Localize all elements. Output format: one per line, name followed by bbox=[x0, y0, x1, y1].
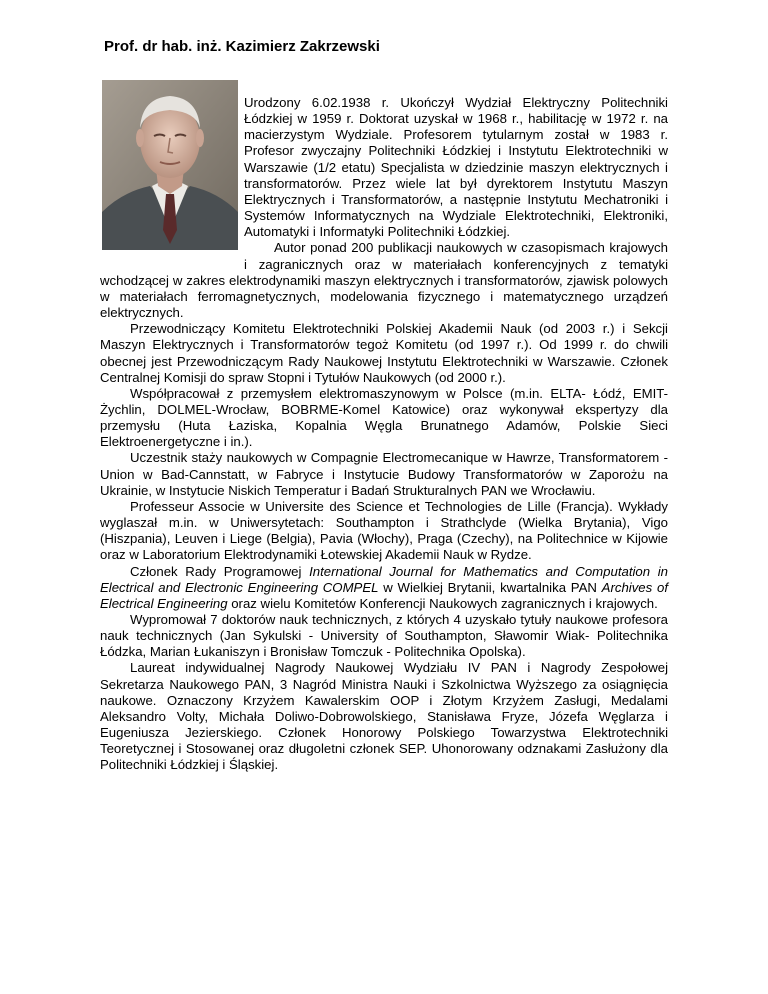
photo-spacer bbox=[100, 95, 244, 258]
bio-p7-text-b: w Wielkiej Brytanii, kwartalnika PAN bbox=[378, 579, 602, 595]
journal-compel: International Journal for Mathematics and Computation in Electrical and Electronic Engineering COMPEL bbox=[100, 563, 668, 595]
bio-paragraph-9: Laureat indywidualnej Nagrody Naukowej Wydziału IV PAN i Nagrody Zespołowej Sekretarza Naukowego PAN, 3 Nagród Ministra Nauki i Szkolnictwa Wyższego za osiągnięcia naukowe. Oznaczony Krzyżem Kawalerskim OOP i Złotym Krzyżem Zasługi, Medalami Aleksandro Volty, Michała Doliwo-Dobrowolskiego, Stanisława Fryze, Józefa Węglarza i Eugeniusza Jezierskiego. Członek Honorowy Polskiego Towarzystwa Elektrotechniki Teoretycznej i Stosowanej oraz długoletni członek SEP. Uhonorowany odznakami Zasłużony dla Politechniki Łódzkiej i Śląskiej. bbox=[100, 660, 668, 773]
bio-paragraph-4: Współpracował z przemysłem elektromaszynowym w Polsce (m.in. ELTA- Łódź, EMIT-Żychlin, DOLMEL-Wrocław, BOBRME-Komel Katowice) oraz wykonywał ekspertyzy dla przemysłu (Huta Łaziska, Kopalnia Węgla Brunatnego Adamów, Polskie Sieci Elektroenergetyczne i in.). bbox=[100, 385, 668, 450]
biography-text bbox=[100, 95, 668, 774]
journal-archives: Archives of Electrical Engineering bbox=[100, 579, 668, 611]
bio-paragraph-3: Przewodniczący Komitetu Elektrotechniki Polskiej Akademii Nauk (od 2003 r.) i Sekcji Maszyn Elektrycznych i Transformatorów tegoż Komitetu (od 1997 r.). Od 1999 r. do chwili obecnej jest Przewodniczącym Rady Naukowej Instytutu Elektrotechniki w Warszawie. Członek Centralnej Komisji do spraw Stopni i Tytułów Naukowych (od 2000 r.). bbox=[100, 321, 668, 385]
bio-paragraph-7 bbox=[100, 564, 668, 612]
bio-p7-text-a: Członek Rady Programowej bbox=[130, 563, 310, 579]
bio-paragraph-8: Wypromował 7 doktorów nauk technicznych, z których 4 uzyskało tytuły naukowe profesora nauk technicznych (Jan Sykulski - University of Southampton, Sławomir Wiak- Politechnika Łódzka, Marian Łukaniszyn i Bronisław Tomczuk - Politechnika Opolska). bbox=[100, 612, 668, 660]
bio-p7-text-c: oraz wielu Komitetów Konferencji Naukowych zagranicznych i krajowych. bbox=[227, 595, 658, 611]
page-title: Prof. dr hab. inż. Kazimierz Zakrzewski bbox=[104, 38, 380, 55]
bio-paragraph-5: Uczestnik staży naukowych w Compagnie Electromecanique w Hawrze, Transformatorem - Union w Bad-Cannstatt, w Fabryce i Instytucie Budowy Transformatorów w Zaporożu na Ukrainie, w Instytucie Niskich Temperatur i Badań Strukturalnych PAN we Wrocławiu. bbox=[100, 450, 668, 498]
bio-paragraph-2: Autor ponad 200 publikacji naukowych w czasopismach krajowych i zagranicznych oraz w materiałach konferencyjnych z tematyki wchodzącej w zakres elektrodynamiki maszyn elektrycznych i transformatorów, zjawisk polowych w materiałach ferromagnetycznych, modelowania fizycznego i matematycznego urządzeń elektrycznych. bbox=[100, 240, 668, 321]
bio-paragraph-1: Urodzony 6.02.1938 r. Ukończył Wydział Elektryczny Politechniki Łódzkiej w 1959 r. Doktorat uzyskał w 1968 r., habilitację w 1972 r. na macierzystym Wydziale. Profesorem tytularnym został w 1983 r. Profesor zwyczajny Politechniki Łódzkiej i Instytutu Elektrotechniki w Warszawie (1/2 etatu) Specjalista w dziedzinie maszyn elektrycznych i transformatorów. Przez wiele lat był dyrektorem Instytutu Maszyn Elektrycznych i Transformatorów, a następnie Instytutu Mechatroniki i Systemów Informatycznych na Wydziale Elektrotechniki, Elektroniki, Automatyki i Informatyki Politechniki Łódzkiej. bbox=[244, 95, 668, 240]
bio-paragraph-6: Professeur Associe w Universite des Science et Technologies de Lille (Francja). Wykłady wyglaszał m.in. w Uniwersytetach: Southampton i Strathclyde (Wielka Brytania), Vigo (Hiszpania), Leuven i Liege (Belgia), Pavia (Włochy), Praga (Czechy), na Politechnice w Kijowie oraz w Laboratorium Elektrodynamiki Łotewskiej Akademii Nauk w Rydze. bbox=[100, 498, 668, 563]
